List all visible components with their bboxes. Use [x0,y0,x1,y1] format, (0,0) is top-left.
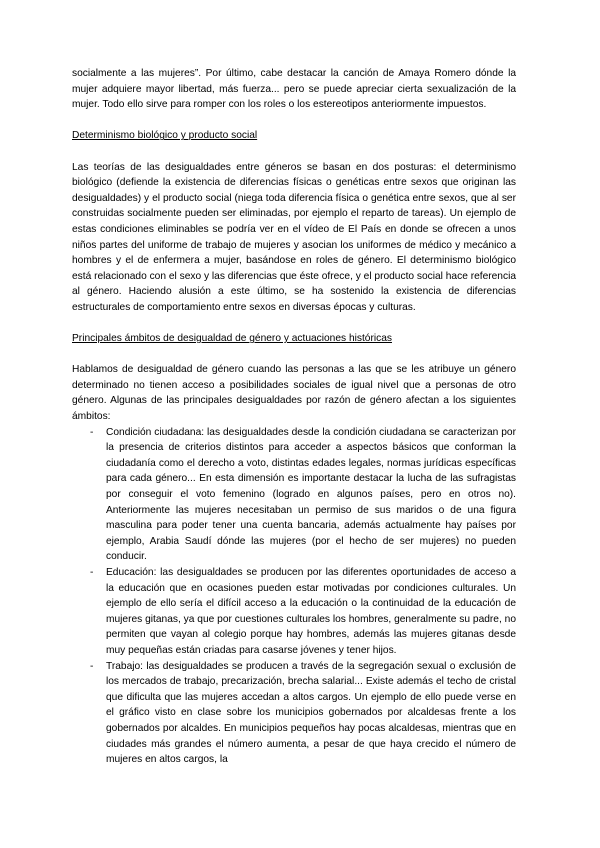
bullet-dash: - [90,660,94,672]
bullet-dash: - [90,567,94,578]
bullet-item-condicion-ciudadana [90,425,516,565]
bullet-text: Educación: las desigualdades se producen por las diferentes oportunidades de acceso a la educación que en ocasiones pueden estar motivadas por condiciones culturales. Un ejemplo de ello sería el difícil acceso a la educación o la continuidad de la educación de mujeres gitanas, ya que por cuestiones culturales los hombres, generalmente su padre, no permiten que vayan al colegio porque hay hombres, además las mujeres gitanas desde muy pequeñas están criadas para casarse jóvenes y tener hijos. [106,567,516,656]
spacer [72,316,516,332]
bullet-item-educacion [90,565,516,659]
determinismo-paragraph: Las teorías de las desigualdades entre géneros se basan en dos posturas: el determinismo biológico (defiende la existencia de diferencias físicas o genéticas entre sexos que originan las desigualdades) y el producto social (niega toda diferencia física o genética entre sexos, que al ser construidas socialmente pueden ser eliminadas, por ejemplo el reparto de tareas). Un ejemplo de estas condiciones eliminables se podría ver en el vídeo de El País en donde se ofrecen a unos niños partes del uniforme de trabajo de mujeres y asocian los uniformes de médico y mecánico a hombres y el de enfermera a mujer, basándose en roles de género. El determinismo biológico está relacionado con el sexo y las diferencias que éste ofrece, y el producto social hace referencia al género. Haciendo alusión a este último, se ha sostenido la existencia de diferencias estructurales de comportamiento entre sexos en diversas épocas y culturas. [72,161,516,313]
section-heading-determinismo: Determinismo biológico y producto social [72,130,258,142]
ambitos-paragraph: Hablamos de desigualdad de género cuando las personas a las que se les atribuye un género determinado no tienen acceso a posibilidades sociales de igual nivel que a personas de otro género. Algunas de las principales desigualdades por razón de género afectan a los siguientes ámbitos: [72,364,516,423]
intro-paragraph: socialmente a las mujeres”. Por último, cabe destacar la canción de Amaya Romero dónde la mujer adquiere mayor libertad, más fuerza... pero se puede apreciar cierta sexualización de la mujer. Todo ello sirve para romper con los roles o los estereotipos anteriormente impuestos. [72,68,516,111]
spacer [72,144,516,160]
spacer [72,347,516,363]
section-heading-ambitos: Principales ámbitos de desigualdad de género y actuaciones históricas [72,333,392,345]
ambitos-bullet-list [72,425,516,768]
bullet-item-trabajo [90,659,516,768]
bullet-dash: - [90,426,94,438]
bullet-text: Trabajo: las desigualdades se producen a través de la segregación sexual o exclusión de los mercados de trabajo, precarización, brecha salarial... Existe además el techo de cristal que dificulta que las mujeres accedan a altos cargos. Un ejemplo de ello puede verse en el gráfico visto en clase sobre los municipios gobernados por alcaldesas frente a los gobernados por alcaldes. En municipios pequeños hay pocas alcaldesas, mientras que en ciudades más grandes el número aumenta, a pesar de que haya crecido el número de mujeres en altos cargos, la [106,660,516,766]
spacer [72,113,516,129]
bullet-text: Condición ciudadana: las desigualdades desde la condición ciudadana se caracterizan por la presencia de criterios distintos para acceder a aspectos básicos que conforman la ciudadanía como el derecho a voto, distintas edades legales, normas jurídicas específicas para cada género... En esta dimensión es importante destacar la lucha de las sufragistas por conseguir el voto femenino (logrado en algunos países, pero en otros no). Anteriormente las mujeres necesitaban un permiso de sus maridos o de una figura masculina para poder tener una cuenta bancaria, además actualmente hay países por ejemplo, Arabia Saudí dónde las mujeres (por el hecho de ser mujeres) no pueden conducir. [106,426,516,563]
